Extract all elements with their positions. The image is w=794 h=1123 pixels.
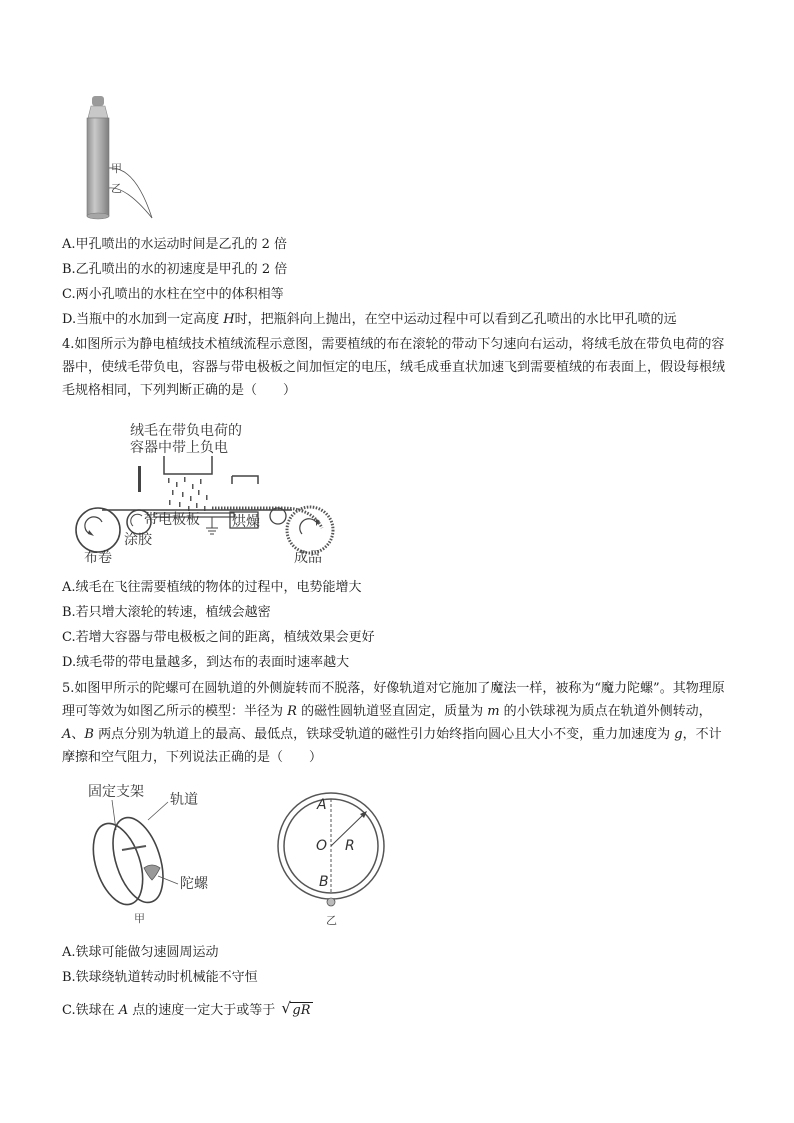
label-top: 陀螺 — [180, 876, 208, 892]
q5-option-c-prefix: C.铁球在 — [62, 1003, 119, 1018]
top-leader — [158, 876, 178, 884]
label-radius-r: R — [345, 838, 355, 854]
q4-option-b: B.若只增大滚轮的转速，植绒会越密 — [62, 605, 271, 620]
track-ring-2 — [103, 811, 172, 908]
bottle-cap — [92, 96, 104, 106]
var-a: A — [62, 727, 72, 742]
q5-option-b: B.铁球绕轨道转动时机械能不守恒 — [62, 970, 258, 985]
q5-stem — [62, 677, 734, 769]
fig-title-line2: 容器中带上负电 — [130, 440, 228, 456]
charged-container — [164, 456, 212, 474]
q5-option-c — [62, 999, 313, 1020]
q3-option-b: B.乙孔喷出的水的初速度是甲孔的 2 倍 — [62, 262, 288, 277]
bottle-body — [87, 118, 109, 216]
q4-stem: 4.如图所示为静电植绒技术植绒流程示意图，需要植绒的布在滚轮的带动下匀速向右运动，将绒毛放在带负电荷的容器中，使绒毛带负电，容器与带电极板之间加恒定的电压，绒毛成垂直状加速飞到需要植绒的布表面上，假设每根绒毛规格相同，下列判断正确的是（ ） — [62, 337, 726, 398]
cloth-roll — [76, 508, 120, 552]
dryer-box — [232, 476, 258, 484]
product-roll-arrow — [300, 519, 316, 534]
var-h: H — [223, 312, 235, 327]
var-g: g — [674, 727, 683, 742]
roll-arrow — [85, 517, 102, 534]
label-support: 固定支架 — [88, 784, 144, 800]
q4-option-c: C.若增大容器与带电极板之间的距离，植绒效果会更好 — [62, 630, 375, 645]
label-track: 轨道 — [170, 792, 198, 808]
q5-option-a: A.铁球可能做匀速圆周运动 — [62, 945, 219, 960]
label-glue: 涂胶 — [124, 532, 152, 548]
q3-option-d-suffix: 时，把瓶斜向上抛出，在空中运动过程中可以看到乙孔喷出的水比甲孔喷的远 — [234, 312, 677, 327]
var-b: B — [84, 727, 94, 742]
caption-yi: 乙 — [326, 914, 337, 927]
label-jia: 甲 — [111, 162, 122, 175]
track-leader — [148, 802, 168, 820]
circular-track-figure — [272, 788, 397, 930]
bottle-neck — [88, 106, 108, 118]
label-dryer: 烘燥 — [232, 514, 260, 530]
q4-option-a: A.绒毛在飞往需要植绒的物体的过程中，电势能增大 — [62, 580, 362, 595]
q5-stem-e: ，不计摩擦和空气阻力，下列说法正确的是（ ） — [62, 727, 722, 765]
var-a-c: A — [118, 1003, 129, 1018]
radical-sign: √ — [281, 999, 291, 1017]
magic-top-figure — [72, 780, 252, 930]
caption-jia: 甲 — [134, 912, 145, 925]
var-r: R — [287, 704, 297, 719]
radicand: gR — [292, 1003, 311, 1018]
q3-option-c: C.两小孔喷出的水柱在空中的体积相等 — [62, 287, 284, 302]
q5-option-c-mid: 点的速度一定大于或等于 — [128, 1003, 280, 1018]
bottle-figure — [80, 92, 170, 224]
sqrt-gr — [281, 999, 312, 1020]
q5-stem-b: 的磁性圆轨道竖直固定，质量为 — [296, 704, 488, 719]
fibers — [168, 477, 208, 511]
q3-option-d-prefix: D.当瓶中的水加到一定高度 — [62, 312, 224, 327]
q5-stem-a: 5.如图甲所示的陀螺可在圆轨道的外侧旋转而不脱落，好像轨道对它施加了魔法一样，被称为“魔力陀螺”。其物理原理可等效为如图乙所示的模型：半径为 — [62, 681, 725, 719]
label-point-b: B — [319, 874, 329, 890]
label-center-o: O — [316, 838, 328, 854]
iron-ball — [327, 898, 335, 906]
label-product: 成品 — [294, 550, 322, 566]
fig-title-line1: 绒毛在带负电荷的 — [130, 423, 242, 439]
q4-option-d: D.绒毛带的带电量越多，到达布的表面时速率越大 — [62, 655, 350, 670]
track-ring-1 — [84, 817, 152, 910]
q3-option-d — [62, 311, 677, 329]
flocking-figure — [72, 420, 352, 568]
q5-stem-c: 的小铁球视为质点在轨道外侧转动， — [499, 704, 712, 719]
spinning-top — [144, 865, 160, 880]
glue-roller-arrow — [131, 514, 142, 526]
q3-option-a: A.甲孔喷出的水运动时间是乙孔的 2 倍 — [62, 237, 288, 252]
q5-sep: 、 — [71, 727, 85, 742]
label-yi: 乙 — [111, 182, 122, 195]
product-roll — [287, 507, 333, 553]
roll-arrowhead — [88, 530, 94, 536]
q5-stem-d: 两点分别为轨道上的最高、最低点，铁球受轨道的磁性引力始终指向圆心且大小不变，重力加速度为 — [93, 727, 675, 742]
label-cloth-roll: 布卷 — [84, 550, 112, 566]
cloth-flocked — [212, 508, 322, 528]
var-m: m — [487, 704, 500, 719]
label-charged-plate: 带电极板 — [144, 512, 200, 528]
bottle-base — [87, 213, 109, 219]
blade — [138, 466, 141, 492]
label-point-a: A — [317, 797, 327, 813]
